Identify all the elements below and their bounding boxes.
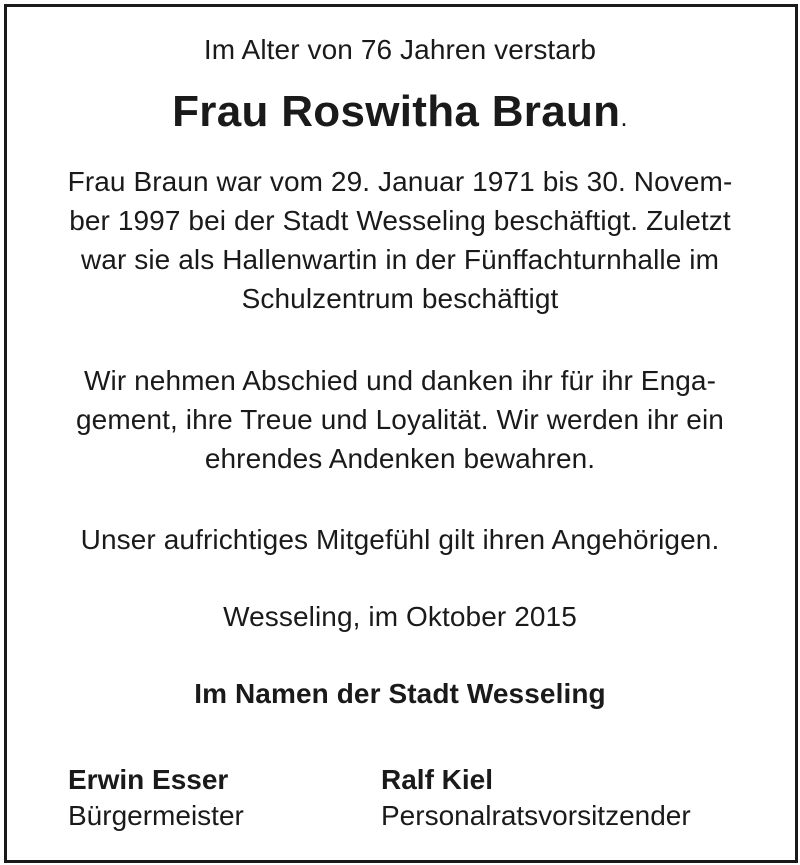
signatory-name: Erwin Esser [68,764,229,795]
paragraph1-line: Frau Braun war vom 29. Januar 1971 bis 30. Novem- [67,166,733,197]
signatory-title: Personalratsvorsitzender [381,800,691,831]
deceased-name-text: Frau Roswitha Braun [172,87,621,136]
paragraph2-line: gement, ihre Treue und Loyalität. Wir werden ihr ein [76,404,724,435]
deceased-name [0,85,800,144]
paragraph1-line: Schulzentrum beschäftigt [241,283,559,314]
paragraph2-line: Wir nehmen Abschied und danken ihr für ihr Enga- [83,365,717,396]
paragraph1-line: war sie als Hallenwartin in der Fünffachturnhalle im [80,244,720,275]
place-date: Wesseling, im Oktober 2015 [223,601,577,632]
deceased-name-suffix: . [620,102,628,132]
condolence-text: Unser aufrichtiges Mitgefühl gilt ihren Angehörigen. [80,524,720,555]
on-behalf-heading: Im Namen der Stadt Wesseling [194,678,606,709]
intro-text: Im Alter von 76 Jahren verstarb [203,34,597,65]
paragraph1-line: ber 1997 bei der Stadt Wesseling beschäftigt. Zuletzt [69,205,731,236]
signatory-title: Bürgermeister [68,800,244,831]
signatory-name: Ralf Kiel [381,764,494,795]
paragraph2-line: ehrendes Andenken bewahren. [204,443,596,474]
